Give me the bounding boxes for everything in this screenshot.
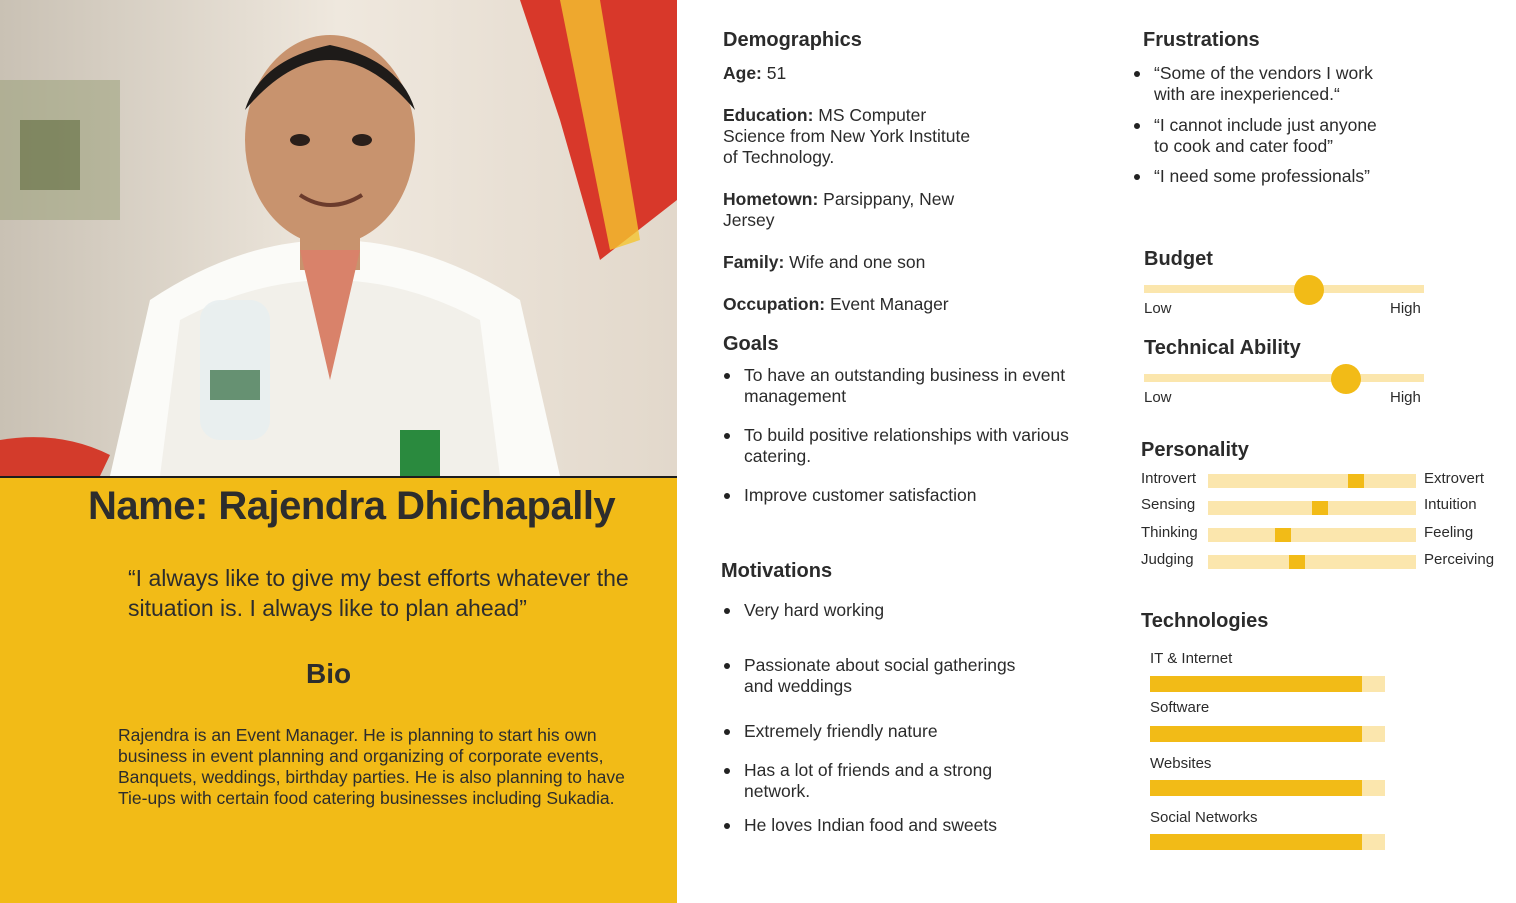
family-value: Wife and one son [784,252,926,272]
demographics-occupation [723,294,1023,315]
family-label: Family: [723,252,785,272]
motivations-heading: Motivations [721,560,833,582]
demographics-family [723,252,1023,273]
list-item: Extremely friendly nature [723,721,1023,742]
education-label: Education: [723,105,814,125]
education-value: MS Computer Science from New York Institute of Technology. [723,105,971,167]
occupation-value: Event Manager [825,294,949,314]
personality-track [1208,501,1416,515]
demographics-education [723,105,985,168]
technology-bar [1150,780,1385,796]
technology-bar-fill [1150,676,1362,692]
technology-label: IT & Internet [1150,650,1233,667]
personality-right-label: Feeling [1424,524,1474,541]
personality-marker [1289,555,1305,569]
occupation-label: Occupation: [723,294,826,314]
budget-slider-track [1144,285,1424,293]
technology-bar [1150,676,1385,692]
technology-bar [1150,834,1385,850]
hometown-value: Parsippany, New Jersey [723,189,955,230]
technology-bar-fill [1150,834,1362,850]
list-item: “I need some professionals” [1133,166,1393,187]
budget-high-label: High [1390,300,1421,317]
list-item: He loves Indian food and sweets [723,815,1023,836]
budget-slider-knob[interactable] [1294,275,1324,305]
profile-panel [0,478,677,903]
frustrations-heading: Frustrations [1143,29,1260,51]
list-item: Has a lot of friends and a strong network. [723,760,1023,802]
personality-left-label: Judging [1141,551,1194,568]
personality-marker [1312,501,1328,515]
list-item: “Some of the vendors I work with are inexperienced.“ [1133,63,1393,105]
list-item: To build positive relationships with various catering. [723,425,1088,467]
frustrations-list [1133,63,1393,187]
demographics-heading: Demographics [723,29,862,51]
bio-text: Rajendra is an Event Manager. He is planning to start his own business in event planning and organizing of corporate events, Banquets, weddings, birthday parties. He is also planning to have Tie-ups with certain food catering businesses including Sukadia. [118,725,625,808]
persona-name: Name: Rajendra Dhichapally [88,484,616,528]
portrait-illustration [0,0,677,476]
budget-heading: Budget [1144,248,1213,270]
technical-ability-slider-track [1144,374,1424,382]
motivations-list [723,600,1023,836]
list-item: Very hard working [723,600,1023,621]
technical-ability-high-label: High [1390,389,1421,406]
technology-label: Websites [1150,755,1212,772]
technology-label: Social Networks [1150,809,1258,826]
personality-right-label: Intuition [1424,496,1477,513]
personality-track [1208,555,1416,569]
technology-bar-fill [1150,726,1362,742]
personality-marker [1275,528,1291,542]
personality-track [1208,528,1416,542]
list-item: To have an outstanding business in event management [723,365,1088,407]
age-value: 51 [761,63,787,83]
personality-left-label: Thinking [1141,524,1198,541]
technology-bar [1150,726,1385,742]
persona-quote: “I always like to give my best efforts whatever the situation is. I always like to plan ahead” [128,565,629,621]
goals-heading: Goals [723,333,779,355]
personality-left-label: Sensing [1141,496,1196,513]
technology-label: Software [1150,699,1210,716]
budget-low-label: Low [1144,300,1172,317]
technologies-heading: Technologies [1141,610,1269,632]
technology-bar-fill [1150,780,1362,796]
personality-track [1208,474,1416,488]
personality-left-label: Introvert [1141,470,1197,487]
bio-heading: Bio [306,658,352,689]
list-item: “I cannot include just anyone to cook and cater food” [1133,115,1393,157]
goals-list [723,365,1088,506]
list-item: Improve customer satisfaction [723,485,1088,506]
list-item: Passionate about social gatherings and weddings [723,655,1023,697]
demographics-age [723,63,993,84]
persona-photo [0,0,677,476]
personality-right-label: Extrovert [1424,470,1485,487]
hometown-label: Hometown: [723,189,819,209]
personality-marker [1348,474,1364,488]
technical-ability-heading: Technical Ability [1144,337,1301,359]
technical-ability-low-label: Low [1144,389,1172,406]
personality-right-label: Perceiving [1424,551,1495,568]
technical-ability-slider-knob[interactable] [1331,364,1361,394]
age-label: Age: [723,63,762,83]
demographics-hometown [723,189,973,231]
personality-heading: Personality [1141,439,1249,461]
